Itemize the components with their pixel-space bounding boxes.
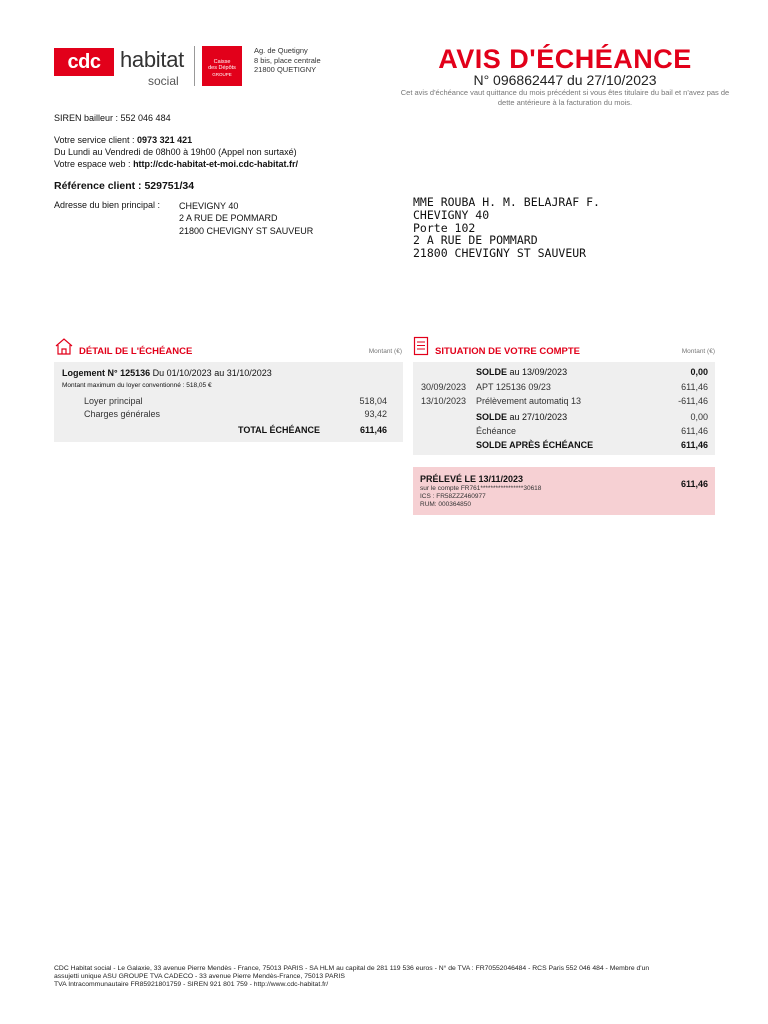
brand-logo-cdc: cdc xyxy=(54,48,114,76)
legal-footer: CDC Habitat social - Le Galaxie, 33 avenue Pierre Mendès - France, 75013 PARIS - SA HLM au capital de 281 119 536 euros - N° de TVA : FR70552046484 - RCS Paris 552 046 484 - Membre d'un assujetti unique ASU GROUPE TVA CADECO - 33 avenue Pierre Mendès-France, 75013 PARIS TVA Intracommunautaire FR85921801759 - SIREN 921 801 759 - http://www.cdc-habitat.fr/ xyxy=(54,965,650,989)
operation-label: APT 125136 09/23 xyxy=(476,382,551,392)
echeance-amount: 611,46 xyxy=(681,426,708,436)
prelevement-title: PRÉLEVÉ LE 13/11/2023 xyxy=(420,474,524,484)
solde-apres-label: SOLDE APRÈS ÉCHÉANCE xyxy=(476,440,594,450)
address-label: Adresse du bien principal : xyxy=(54,200,161,210)
service-client-info: Votre service client : 0973 321 421 Du Lundi au Vendredi de 08h00 à 19h00 (Appel non surtaxé) Votre espace web : http://cdc-habitat-et-moi.cdc-habitat.fr/ xyxy=(54,135,299,169)
avis-note: Cet avis d'échéance vaut quittance du mois précédent si vous êtes titulaire du bail et n'avez pas de dette antérieure à la facturation du mois. xyxy=(400,88,730,107)
caisse-des-depots-logo: Caisse des Dépôts GROUPE xyxy=(202,46,242,86)
solde-actuel-amount: 0,00 xyxy=(690,412,708,422)
operation-amount: -611,46 xyxy=(678,396,708,406)
total-echeance-amount: 611,46 xyxy=(359,425,387,435)
agency-address: Ag. de Quetigny 8 bis, place centrale 21800 QUETIGNY xyxy=(254,46,321,74)
operation-label: Prélèvement automatiq 13 xyxy=(476,396,582,406)
siren-bailleur: SIREN bailleur : 552 046 484 xyxy=(54,113,171,123)
logement-line: Logement N° 125136 Du 01/10/2023 au 31/10/2023 xyxy=(62,368,272,378)
solde-initial-amount: 0,00 xyxy=(690,367,708,377)
prelevement-amount: 611,46 xyxy=(680,479,708,489)
brand-logo-habitat: habitat xyxy=(120,47,184,72)
solde-apres-amount: 611,46 xyxy=(680,440,708,450)
brand-logo-social: social xyxy=(148,74,179,88)
detail-montant-header: Montant (€) xyxy=(368,348,402,355)
echeance-label: Échéance xyxy=(476,426,517,436)
detail-line-label: Loyer principal xyxy=(84,396,143,406)
operation-date: 13/10/2023 xyxy=(421,396,467,406)
situation-montant-header: Montant (€) xyxy=(681,348,715,355)
solde-initial: SOLDE au 13/09/2023 xyxy=(476,367,568,377)
property-address: CHEVIGNY 40 2 A RUE DE POMMARD 21800 CHEVIGNY ST SAUVEUR xyxy=(179,201,314,236)
operation-date: 30/09/2023 xyxy=(421,382,467,392)
document-list-icon xyxy=(413,336,429,356)
client-reference: Référence client : 529751/34 xyxy=(54,180,195,192)
logo-divider xyxy=(194,46,195,86)
detail-line-label: Charges générales xyxy=(84,409,161,419)
service-web-link[interactable]: http://cdc-habitat-et-moi.cdc-habitat.fr/ xyxy=(133,159,299,169)
operation-amount: 611,46 xyxy=(681,382,708,392)
prelevement-details: sur le compte FR761*****************30618 ICS : FR58ZZZ460977 RUM: 000364850 xyxy=(420,485,542,508)
service-phone[interactable]: 0973 321 421 xyxy=(137,135,193,145)
service-hours: Du Lundi au Vendredi de 08h00 à 19h00 (Appel non surtaxé) xyxy=(54,147,297,157)
detail-line-amount: 518,04 xyxy=(359,396,387,406)
total-echeance-label: TOTAL ÉCHÉANCE xyxy=(237,425,320,435)
recipient-address: MME ROUBA H. M. BELAJRAF F. CHEVIGNY 40 Porte 102 2 A RUE DE POMMARD 21800 CHEVIGNY ST SAUVEUR xyxy=(413,195,600,261)
situation-section-title: SITUATION DE VOTRE COMPTE xyxy=(435,346,580,357)
page-title: AVIS D'ÉCHÉANCE xyxy=(438,44,692,74)
solde-actuel: SOLDE au 27/10/2023 xyxy=(476,412,568,422)
avis-number: N° 096862447 du 27/10/2023 xyxy=(473,72,657,88)
detail-line-amount: 93,42 xyxy=(364,409,387,419)
house-icon xyxy=(54,337,74,356)
loyer-max-note: Montant maximum du loyer conventionné : 518,05 € xyxy=(62,382,212,389)
detail-section-title: DÉTAIL DE L'ÉCHÉANCE xyxy=(79,346,193,357)
